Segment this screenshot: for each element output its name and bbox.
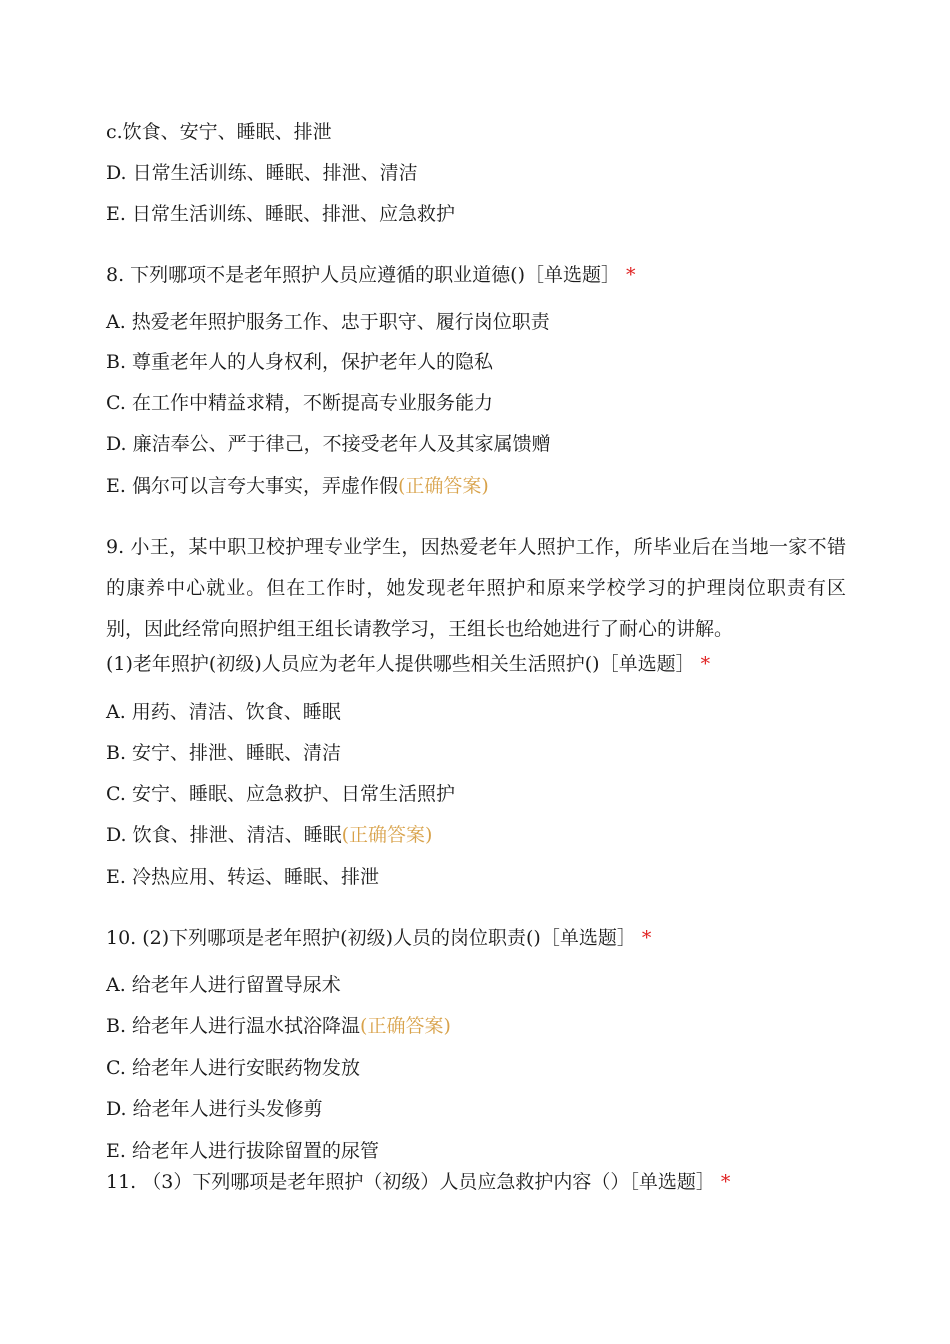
required-asterisk: * [700, 653, 711, 675]
q8-title: 8. 下列哪项不是老年照护人员应遵循的职业道德()［单选题］ * [106, 264, 636, 286]
required-asterisk: * [626, 264, 636, 286]
q9-option-e: E. 冷热应用、转运、睡眠、排泄 [106, 866, 379, 888]
q7-option-e: E. 日常生活训练、睡眠、排泄、应急救护 [106, 203, 455, 225]
q9-option-b: B. 安宁、排泄、睡眠、清洁 [106, 742, 342, 764]
q10-option-b: B. 给老年人进行温水拭浴降温(正确答案) [106, 1015, 451, 1037]
q10-option-a: A. 给老年人进行留置导尿术 [106, 974, 341, 996]
q8-option-e: E. 偶尔可以言夸大事实，弄虚作假(正确答案) [106, 475, 489, 497]
correct-answer-note: (正确答案) [360, 1015, 451, 1037]
q8-option-d: D. 廉洁奉公、严于律己，不接受老年人及其家属馈赠 [106, 433, 551, 455]
q11-title: 11. （3）下列哪项是老年照护（初级）人员应急救护内容（）［单选题］ * [106, 1171, 731, 1193]
q8-option-b: B. 尊重老年人的人身权利，保护老年人的隐私 [106, 351, 494, 373]
q7-option-c: c.饮食、安宁、睡眠、排泄 [106, 121, 332, 143]
required-asterisk: * [641, 927, 652, 949]
q9-option-d: D. 饮食、排泄、清洁、睡眠(正确答案) [106, 824, 433, 846]
q9-title: (1)老年照护(初级)人员应为老年人提供哪些相关生活照护()［单选题］ * [106, 653, 711, 675]
q10-title: 10. (2)下列哪项是老年照护(初级)人员的岗位职责()［单选题］ * [106, 927, 652, 949]
q8-option-c: C. 在工作中精益求精，不断提高专业服务能力 [106, 392, 493, 414]
correct-answer-note: (正确答案) [397, 475, 489, 497]
q10-option-d: D. 给老年人进行头发修剪 [106, 1098, 323, 1120]
q8-option-a: A. 热爱老年照护服务工作、忠于职守、履行岗位职责 [106, 311, 550, 333]
correct-answer-note: (正确答案) [341, 824, 433, 846]
q9-scenario: 9. 小王，某中职卫校护理专业学生，因热爱老年人照护工作，所毕业后在当地一家不错的康养中心就业。但在工作时，她发现老年照护和原来学校学习的护理岗位职责有区别，因此经常向照护组王组长请教学习，王组长也给她进行了耐心的讲解。 [106, 536, 846, 640]
q7-option-d: D. 日常生活训练、睡眠、排泄、清洁 [106, 162, 418, 184]
q9-option-a: A. 用药、清洁、饮食、睡眠 [106, 701, 341, 723]
q10-option-e: E. 给老年人进行拔除留置的尿管 [106, 1140, 379, 1162]
q10-option-c: C. 给老年人进行安眠药物发放 [106, 1057, 360, 1079]
required-asterisk: * [720, 1171, 731, 1193]
q9-option-c: C. 安宁、睡眠、应急救护、日常生活照护 [106, 783, 455, 805]
